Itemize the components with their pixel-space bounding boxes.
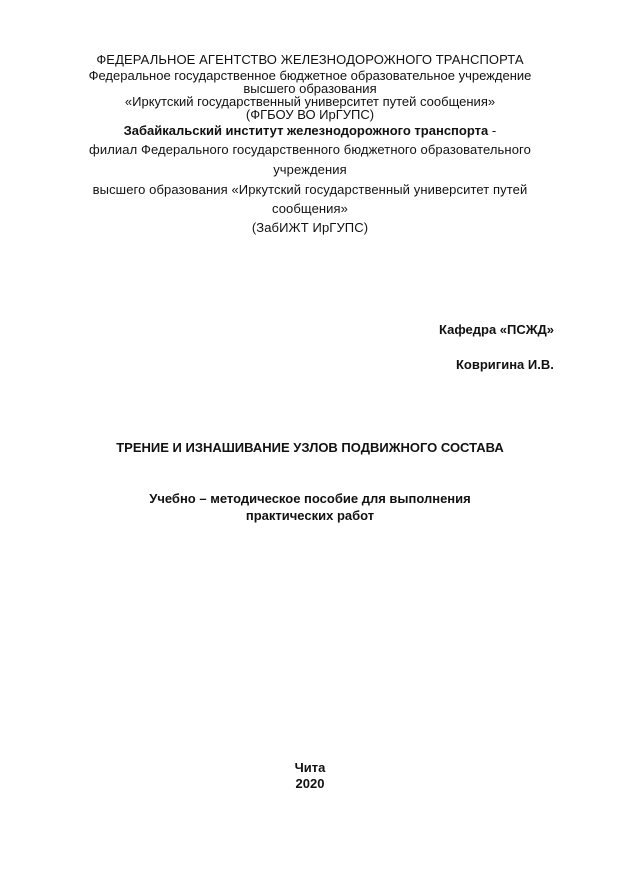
institute-line [0,122,620,140]
author-name: Ковригина И.В. [456,357,554,372]
subtitle-line-1: Учебно – методическое пособие для выполнения [149,491,471,506]
subtitle-line-2: практических работ [245,508,375,523]
branch-line-4: сообщения» [271,201,349,216]
institution-line-2: высшего образования [243,81,377,96]
institute-dash: - [488,123,497,138]
branch-line-2: учреждения [273,162,347,177]
document-title: ТРЕНИЕ И ИЗНАШИВАНИЕ УЗЛОВ ПОДВИЖНОГО СОСТАВА [116,440,504,455]
year: 2020 [295,776,325,791]
agency-name: ФЕДЕРАЛЬНОЕ АГЕНТСТВО ЖЕЛЕЗНОДОРОЖНОГО ТРАНСПОРТА [96,52,524,67]
department-name: Кафедра «ПСЖД» [439,322,554,337]
institution-line-1: Федеральное государственное бюджетное образовательное учреждение [88,68,532,83]
branch-line-3: высшего образования «Иркутский государственный университет путей [92,182,528,197]
university-abbreviation: (ФГБОУ ВО ИрГУПС) [245,107,375,122]
branch-abbreviation: (ЗабИЖТ ИрГУПС) [251,220,369,235]
institute-name: Забайкальский институт железнодорожного транспорта [123,123,489,138]
branch-line-1: филиал Федерального государственного бюджетного образовательного [89,142,531,157]
city: Чита [294,760,326,775]
university-name: «Иркутский государственный университет путей сообщения» [124,94,496,109]
